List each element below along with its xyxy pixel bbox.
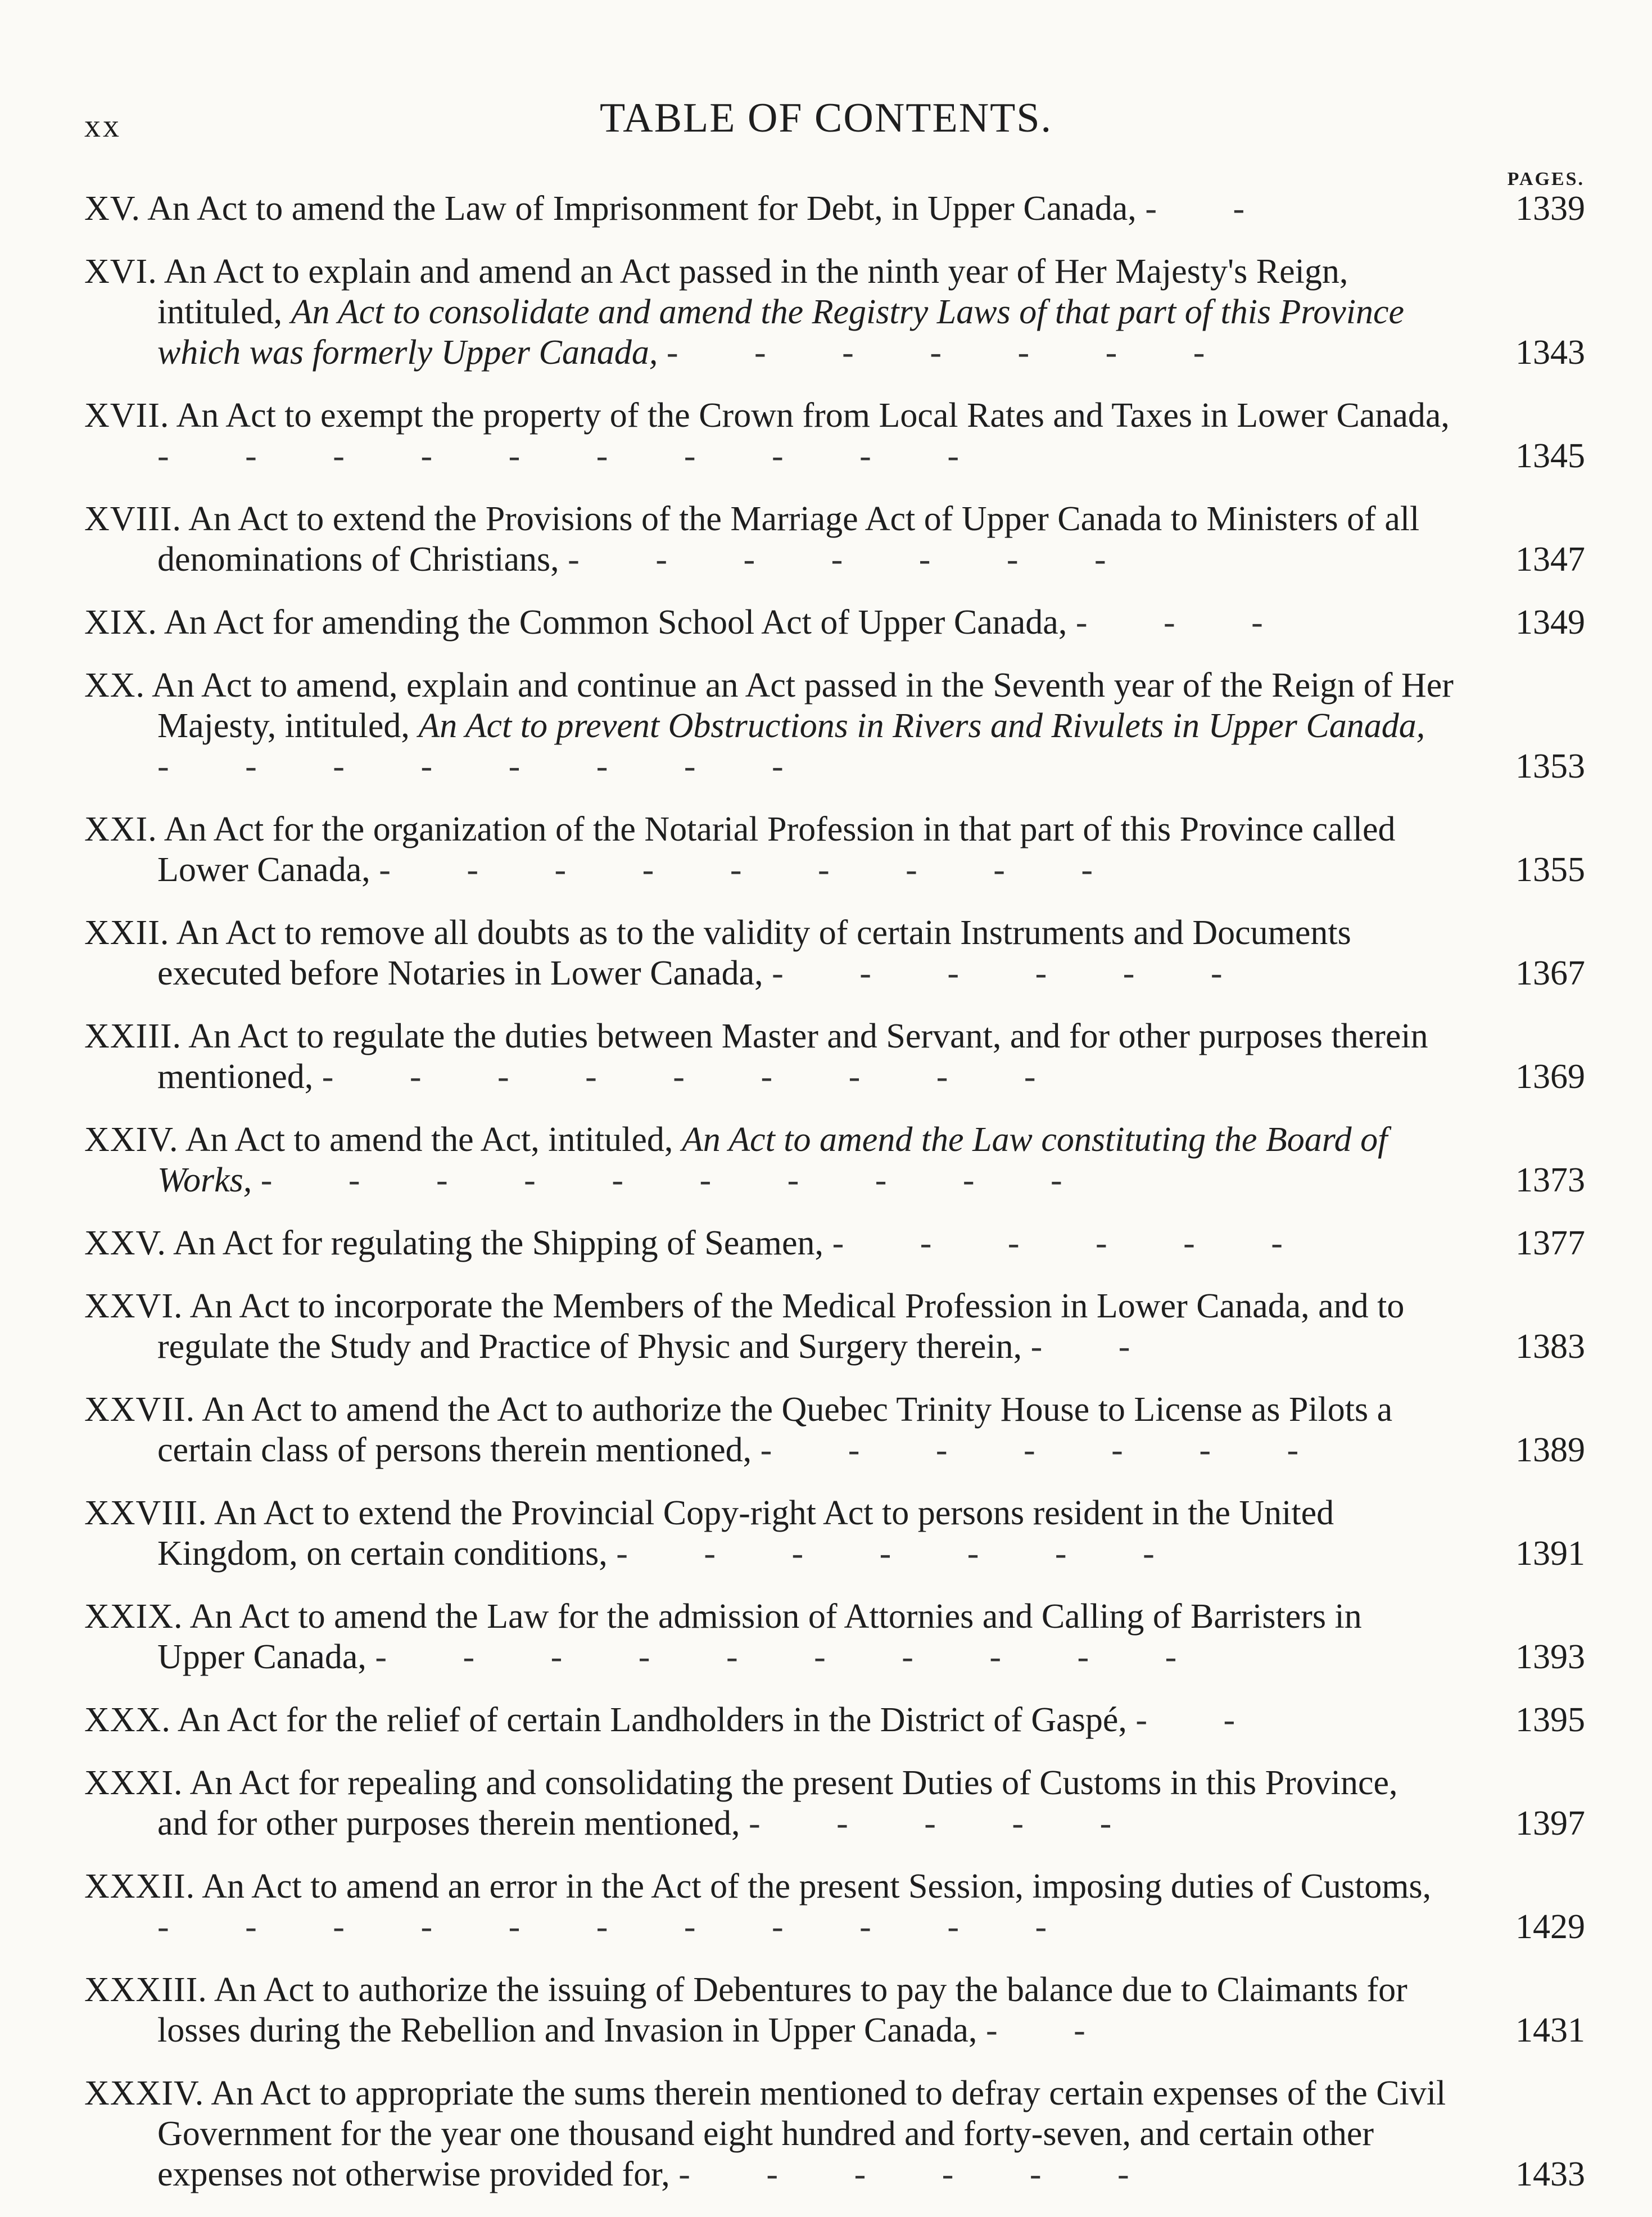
dot-leader: - - - - - xyxy=(748,1804,1146,1843)
dot-leader: - - - - - - - - - - xyxy=(157,437,993,475)
page-number: 1391 xyxy=(1515,1534,1585,1573)
dot-leader: - - - - - - - - - - xyxy=(260,1161,1096,1199)
act-title: An Act to authorize the issuing of Debentures to pay the balance due to Claimants for losses during the Rebellion and Invasion in Upper Canada, xyxy=(157,1971,1407,2049)
act-number: XXI. xyxy=(84,810,157,848)
contents-entry xyxy=(84,665,1585,787)
page-number: 1369 xyxy=(1515,1058,1585,1096)
page-folio: xx xyxy=(84,107,121,144)
act-title: An Act to remove all doubts as to the validity of certain Instruments and Documents executed before Notaries in Lower Canada, xyxy=(157,914,1351,992)
act-number: XV. xyxy=(84,189,141,228)
contents-entry xyxy=(84,1970,1585,2051)
contents-list xyxy=(84,188,1585,2217)
act-number: XXXI. xyxy=(84,1764,183,1802)
page-number: 1393 xyxy=(1515,1638,1585,1676)
contents-entry xyxy=(84,1493,1585,1574)
act-title: An Act to exempt the property of the Crown from Local Rates and Taxes in Lower Canada, xyxy=(176,396,1450,435)
act-number: XXV. xyxy=(84,1224,166,1262)
act-title: An Act to extend the Provincial Copy-right Act to persons resident in the United Kingdom, on certain conditions, xyxy=(157,1494,1334,1573)
pages-column-label: PAGES. xyxy=(1507,169,1585,189)
act-title: An Act to amend an error in the Act of the present Session, imposing duties of Customs, xyxy=(202,1867,1432,1906)
act-title: An Act for amending the Common School Act of Upper Canada, xyxy=(164,603,1067,642)
contents-entry xyxy=(84,1389,1585,1470)
page-title: TABLE OF CONTENTS. xyxy=(599,95,1052,141)
act-number: XXVII. xyxy=(84,1390,196,1429)
act-title: An Act to amend, explain and continue an Act passed in the Seventh year of the Reign of Her Majesty, intituled, xyxy=(152,666,1454,745)
act-number: XXXIII. xyxy=(84,1971,207,2009)
act-number: XXXII. xyxy=(84,1867,196,1906)
act-title: An Act for repealing and consolidating the present Duties of Customs in this Province, and for other purposes therein mentioned, xyxy=(157,1764,1398,1843)
act-number: XVI. xyxy=(84,252,157,291)
act-title: An Act to amend the Law of Imprisonment for Debt, in Upper Canada, xyxy=(147,189,1137,228)
page-number: 1353 xyxy=(1515,747,1585,785)
contents-entry xyxy=(84,188,1585,229)
page-number: 1395 xyxy=(1515,1701,1585,1739)
act-title-italic: An Act to amend the Law constituting the Board of Works, xyxy=(157,1121,1388,1199)
page-number: 1339 xyxy=(1515,189,1585,228)
act-title: An Act to explain and amend an Act passed in the ninth year of Her Majesty's Reign, intituled, xyxy=(157,252,1348,331)
contents-entry xyxy=(84,1700,1585,1740)
page-number: 1431 xyxy=(1515,2011,1585,2049)
page-number: 1389 xyxy=(1515,1431,1585,1469)
dot-leader: - - - - - - - - - xyxy=(379,851,1127,889)
act-title: An Act for the organization of the Notarial Profession in that part of this Province called Lower Canada, xyxy=(157,810,1396,889)
contents-entry xyxy=(84,1596,1585,1677)
act-title-italic: An Act to consolidate and amend the Registry Laws of that part of this Province which was formerly Upper Canada, xyxy=(157,293,1405,372)
contents-entry xyxy=(84,602,1585,643)
page-number: 1349 xyxy=(1515,603,1585,642)
dot-leader: - - - - - - - - - xyxy=(322,1058,1070,1096)
dot-leader: - - xyxy=(1030,1328,1164,1366)
act-number: XX. xyxy=(84,666,146,705)
act-number: XVIII. xyxy=(84,500,182,538)
contents-entry xyxy=(84,1763,1585,1844)
page-number: 1355 xyxy=(1515,851,1585,889)
dot-leader: - - - - - - - xyxy=(760,1431,1333,1469)
dot-leader: - - - - - - xyxy=(772,954,1256,992)
act-number: XXVI. xyxy=(84,1287,183,1325)
contents-entry xyxy=(84,913,1585,994)
act-number: XXX. xyxy=(84,1701,171,1739)
dot-leader: - - - - - - - - - - - xyxy=(157,1908,1081,1946)
act-number: XXVIII. xyxy=(84,1494,207,1532)
dot-leader: - - xyxy=(985,2011,1119,2049)
act-title: An Act for the relief of certain Landholders in the District of Gaspé, xyxy=(177,1701,1127,1739)
page-number: 1433 xyxy=(1515,2155,1585,2193)
page-number: 1367 xyxy=(1515,954,1585,992)
act-title: An Act to incorporate the Members of the Medical Profession in Lower Canada, and to regulate the Study and Practice of Physic and Surgery therein, xyxy=(157,1287,1405,1366)
dot-leader: - - - - - - - - xyxy=(157,747,817,785)
dot-leader: - - - - - - - xyxy=(616,1534,1188,1573)
act-number: XIX. xyxy=(84,603,157,642)
contents-entry xyxy=(84,395,1585,476)
dot-leader: - - - xyxy=(1075,603,1297,642)
contents-entry xyxy=(84,1016,1585,1097)
act-number: XXIII. xyxy=(84,1017,182,1055)
page-number: 1345 xyxy=(1515,437,1585,475)
dot-leader: - - - - - - xyxy=(832,1224,1316,1262)
act-title: An Act for regulating the Shipping of Seamen, xyxy=(173,1224,824,1262)
act-number: XXIX. xyxy=(84,1597,183,1636)
act-number: XXII. xyxy=(84,914,170,952)
act-title: An Act to amend the Law for the admission of Attornies and Calling of Barristers in Upper Canada, xyxy=(157,1597,1362,1676)
act-title: An Act to amend the Act to authorize the Quebec Trinity House to License as Pilots a certain class of persons therein mentioned, xyxy=(157,1390,1393,1469)
page-number: 1397 xyxy=(1515,1804,1585,1843)
page-number: 1377 xyxy=(1515,1224,1585,1262)
act-number: XVII. xyxy=(84,396,170,435)
act-title: An Act to regulate the duties between Master and Servant, and for other purposes therein mentioned, xyxy=(157,1017,1428,1096)
page-number: 1373 xyxy=(1515,1161,1585,1199)
dot-leader: - - - - - - - xyxy=(666,333,1239,372)
contents-entry xyxy=(84,251,1585,373)
page-number: 1347 xyxy=(1515,540,1585,579)
dot-leader: - - - - - - xyxy=(678,2155,1163,2193)
contents-entry xyxy=(84,499,1585,580)
contents-entry xyxy=(84,1286,1585,1367)
dot-leader: - - xyxy=(1145,189,1279,228)
page-number: 1429 xyxy=(1515,1908,1585,1946)
contents-entry xyxy=(84,1223,1585,1263)
page-number: 1383 xyxy=(1515,1328,1585,1366)
dot-leader: - - - - - - - - - - xyxy=(375,1638,1211,1676)
dot-leader: - - - - - - - xyxy=(568,540,1140,579)
act-title: An Act to extend the Provisions of the Marriage Act of Upper Canada to Ministers of all denominations of Christians, xyxy=(157,500,1420,579)
contents-entry xyxy=(84,2073,1585,2195)
contents-entry xyxy=(84,1866,1585,1947)
contents-entry xyxy=(84,1119,1585,1200)
dot-leader: - - xyxy=(1135,1701,1269,1739)
act-number: XXIV. xyxy=(84,1121,179,1159)
act-number: XXXIV. xyxy=(84,2074,205,2112)
act-title: An Act to appropriate the sums therein mentioned to defray certain expenses of the Civil Government for the year one thousand eight hundred and forty-seven, and certain other expenses not otherwise provided for, xyxy=(157,2074,1446,2193)
contents-entry xyxy=(84,809,1585,890)
act-title: An Act to amend the Act, intituled, xyxy=(185,1121,673,1159)
page-number: 1343 xyxy=(1515,333,1585,372)
act-title-italic: An Act to prevent Obstructions in Rivers and Rivulets in Upper Canada, xyxy=(418,707,1425,745)
